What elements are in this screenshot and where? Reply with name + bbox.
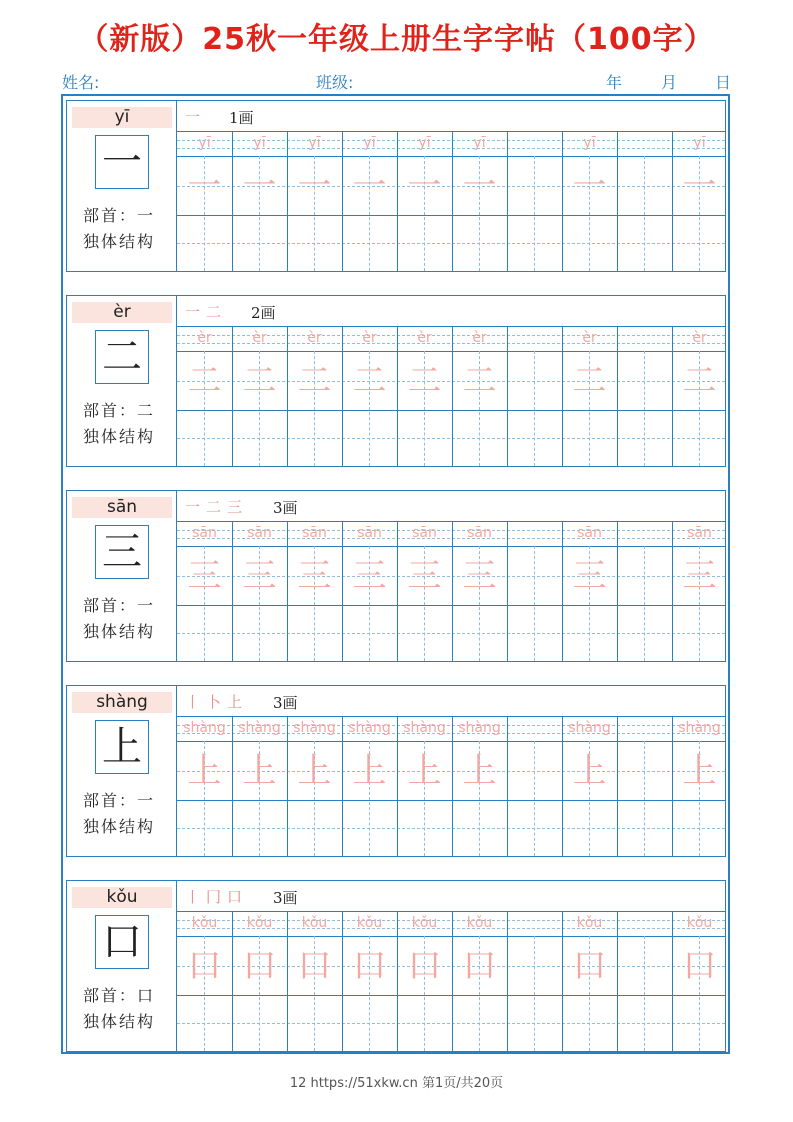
trace-character: 三 bbox=[242, 556, 277, 596]
trace-character: 口 bbox=[462, 946, 497, 986]
trace-character: 上 bbox=[352, 751, 387, 791]
trace-character: 二 bbox=[352, 361, 387, 401]
stroke-count: 3画 bbox=[273, 499, 298, 517]
stroke-sequence: 一 bbox=[185, 108, 207, 126]
trace-pinyin: yī bbox=[198, 135, 211, 151]
radical-text: 部首：口 bbox=[83, 986, 156, 1005]
trace-pinyin: kǒu bbox=[246, 915, 273, 931]
radical-text: 部首：二 bbox=[83, 401, 156, 420]
trace-pinyin: sān bbox=[302, 525, 327, 541]
grid-column-line bbox=[507, 521, 508, 661]
grid-column-line bbox=[617, 521, 618, 661]
practice-grid bbox=[176, 326, 726, 467]
trace-character: 二 bbox=[242, 361, 277, 401]
trace-pinyin: èr bbox=[472, 330, 487, 346]
character-block bbox=[66, 100, 726, 272]
trace-character: 三 bbox=[297, 556, 332, 596]
character-block bbox=[66, 295, 726, 467]
trace-pinyin: shàng bbox=[568, 720, 611, 736]
trace-pinyin: sān bbox=[357, 525, 382, 541]
trace-character: 口 bbox=[407, 946, 442, 986]
trace-pinyin: shàng bbox=[403, 720, 446, 736]
character-block bbox=[66, 685, 726, 857]
practice-grid bbox=[176, 911, 726, 1052]
trace-character: 一 bbox=[352, 166, 387, 206]
structure-text: 独体结构 bbox=[83, 817, 156, 836]
trace-pinyin: sān bbox=[192, 525, 217, 541]
trace-character: 上 bbox=[682, 751, 717, 791]
page-footer: 12 https://51xkw.cn 第1页/共20页 bbox=[289, 1076, 504, 1091]
stroke-sequence: 一二三 bbox=[185, 498, 249, 516]
trace-character: 二 bbox=[187, 361, 222, 401]
stroke-sequence: 丨冂口 bbox=[185, 888, 249, 906]
name-label: 姓名: bbox=[62, 73, 100, 92]
stroke-count: 3画 bbox=[273, 694, 298, 712]
grid-column-line bbox=[507, 131, 508, 271]
trace-character: 上 bbox=[462, 751, 497, 791]
trace-pinyin: yī bbox=[473, 135, 486, 151]
trace-character: 一 bbox=[297, 166, 332, 206]
trace-pinyin: kǒu bbox=[356, 915, 383, 931]
trace-pinyin: shàng bbox=[678, 720, 721, 736]
trace-pinyin: shàng bbox=[238, 720, 281, 736]
class-label: 班级: bbox=[316, 73, 354, 92]
pinyin-label: yī bbox=[72, 107, 172, 128]
trace-pinyin: kǒu bbox=[411, 915, 438, 931]
trace-character: 一 bbox=[572, 166, 607, 206]
trace-character: 二 bbox=[682, 361, 717, 401]
trace-pinyin: sān bbox=[412, 525, 437, 541]
character-info-box bbox=[66, 490, 177, 662]
practice-grid bbox=[176, 521, 726, 662]
trace-character: 一 bbox=[187, 166, 222, 206]
stroke-count: 1画 bbox=[229, 109, 254, 127]
trace-character: 上 bbox=[297, 751, 332, 791]
structure-text: 独体结构 bbox=[83, 232, 156, 251]
grid-column-line bbox=[507, 716, 508, 856]
pinyin-label: shàng bbox=[72, 692, 172, 713]
trace-pinyin: èr bbox=[692, 330, 707, 346]
trace-character: 口 bbox=[572, 946, 607, 986]
trace-character: 口 bbox=[187, 946, 222, 986]
trace-character: 三 bbox=[187, 556, 222, 596]
radical-text: 部首：一 bbox=[83, 596, 156, 615]
trace-pinyin: yī bbox=[308, 135, 321, 151]
grid-column-line bbox=[507, 911, 508, 1051]
practice-grid bbox=[176, 716, 726, 857]
stroke-order-row bbox=[176, 880, 726, 912]
trace-character: 口 bbox=[297, 946, 332, 986]
structure-text: 独体结构 bbox=[83, 1012, 156, 1031]
character-block bbox=[66, 490, 726, 662]
trace-character: 上 bbox=[572, 751, 607, 791]
structure-text: 独体结构 bbox=[83, 427, 156, 446]
trace-character: 口 bbox=[242, 946, 277, 986]
trace-pinyin: èr bbox=[417, 330, 432, 346]
grid-column-line bbox=[617, 131, 618, 271]
trace-character: 二 bbox=[297, 361, 332, 401]
guide-line bbox=[534, 351, 535, 466]
trace-pinyin: kǒu bbox=[466, 915, 493, 931]
practice-grid bbox=[176, 131, 726, 272]
trace-character: 口 bbox=[352, 946, 387, 986]
trace-pinyin: sān bbox=[687, 525, 712, 541]
trace-pinyin: sān bbox=[577, 525, 602, 541]
guide-line bbox=[534, 156, 535, 271]
trace-pinyin: kǒu bbox=[301, 915, 328, 931]
trace-character: 一 bbox=[407, 166, 442, 206]
stroke-count: 3画 bbox=[273, 889, 298, 907]
model-character: 二 bbox=[95, 330, 149, 384]
character-block bbox=[66, 880, 726, 1052]
guide-line bbox=[644, 156, 645, 271]
trace-pinyin: shàng bbox=[348, 720, 391, 736]
structure-text: 独体结构 bbox=[83, 622, 156, 641]
model-character: 三 bbox=[95, 525, 149, 579]
trace-pinyin: yī bbox=[363, 135, 376, 151]
trace-pinyin: sān bbox=[467, 525, 492, 541]
trace-character: 上 bbox=[242, 751, 277, 791]
trace-character: 二 bbox=[407, 361, 442, 401]
trace-pinyin: yī bbox=[418, 135, 431, 151]
trace-pinyin: kǒu bbox=[191, 915, 218, 931]
guide-line bbox=[644, 546, 645, 661]
character-info-box bbox=[66, 880, 177, 1052]
stroke-order-row bbox=[176, 295, 726, 327]
grid-column-line bbox=[507, 326, 508, 466]
guide-line bbox=[534, 936, 535, 1051]
character-info-box bbox=[66, 685, 177, 857]
guide-line bbox=[644, 741, 645, 856]
character-info-box bbox=[66, 295, 177, 467]
stroke-order-row bbox=[176, 490, 726, 522]
trace-character: 三 bbox=[462, 556, 497, 596]
year-label: 年 bbox=[606, 73, 623, 92]
trace-pinyin: èr bbox=[582, 330, 597, 346]
page-title: （新版）25秋一年级上册生字字帖（100字） bbox=[78, 22, 715, 57]
model-character: 上 bbox=[95, 720, 149, 774]
trace-pinyin: yī bbox=[583, 135, 596, 151]
trace-pinyin: shàng bbox=[293, 720, 336, 736]
trace-character: 上 bbox=[187, 751, 222, 791]
grid-column-line bbox=[617, 326, 618, 466]
month-label: 月 bbox=[661, 73, 678, 92]
model-character: 一 bbox=[95, 135, 149, 189]
day-label: 日 bbox=[715, 73, 732, 92]
trace-pinyin: èr bbox=[252, 330, 267, 346]
trace-pinyin: èr bbox=[307, 330, 322, 346]
trace-character: 三 bbox=[352, 556, 387, 596]
trace-pinyin: kǒu bbox=[576, 915, 603, 931]
stroke-order-row bbox=[176, 100, 726, 132]
trace-pinyin: shàng bbox=[183, 720, 226, 736]
trace-character: 上 bbox=[407, 751, 442, 791]
trace-character: 二 bbox=[462, 361, 497, 401]
guide-line bbox=[534, 546, 535, 661]
radical-text: 部首：一 bbox=[83, 206, 156, 225]
radical-text: 部首：一 bbox=[83, 791, 156, 810]
trace-character: 一 bbox=[242, 166, 277, 206]
guide-line bbox=[644, 351, 645, 466]
character-info-box bbox=[66, 100, 177, 272]
grid-column-line bbox=[617, 716, 618, 856]
trace-pinyin: èr bbox=[362, 330, 377, 346]
trace-pinyin: shàng bbox=[458, 720, 501, 736]
trace-character: 二 bbox=[572, 361, 607, 401]
pinyin-label: sān bbox=[72, 497, 172, 518]
trace-pinyin: yī bbox=[693, 135, 706, 151]
trace-pinyin: yī bbox=[253, 135, 266, 151]
trace-character: 一 bbox=[682, 166, 717, 206]
trace-character: 一 bbox=[462, 166, 497, 206]
trace-character: 三 bbox=[682, 556, 717, 596]
trace-character: 口 bbox=[682, 946, 717, 986]
trace-pinyin: kǒu bbox=[686, 915, 713, 931]
stroke-sequence: 一二 bbox=[185, 303, 228, 321]
model-character: 口 bbox=[95, 915, 149, 969]
guide-line bbox=[644, 936, 645, 1051]
stroke-order-row bbox=[176, 685, 726, 717]
trace-character: 三 bbox=[572, 556, 607, 596]
pinyin-label: kǒu bbox=[72, 887, 172, 908]
guide-line bbox=[534, 741, 535, 856]
pinyin-label: èr bbox=[72, 302, 172, 323]
stroke-count: 2画 bbox=[251, 304, 276, 322]
stroke-sequence: 丨卜上 bbox=[185, 693, 249, 711]
trace-pinyin: sān bbox=[247, 525, 272, 541]
trace-character: 三 bbox=[407, 556, 442, 596]
trace-pinyin: èr bbox=[197, 330, 212, 346]
grid-column-line bbox=[617, 911, 618, 1051]
